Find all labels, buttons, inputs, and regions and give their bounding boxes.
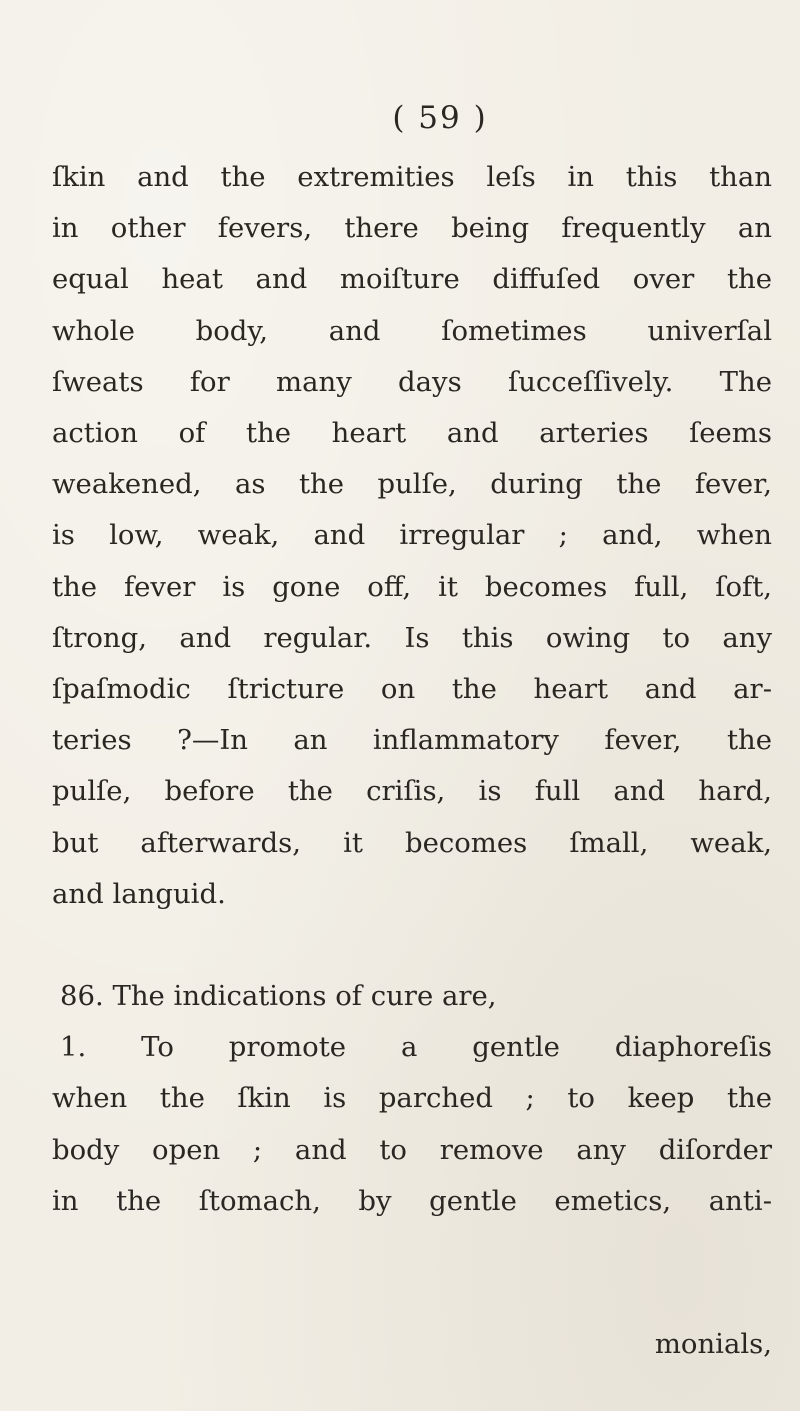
text-line: and languid. — [52, 877, 226, 910]
text-line: in other fevers, there being frequently an — [52, 212, 772, 245]
text-line: teries ?—In an inflammatory fever, the — [52, 724, 772, 757]
text-line: ſpaſmodic ſtricture on the heart and ar- — [52, 673, 772, 706]
text-line: the fever is gone off, it becomes full, ſoft, — [52, 570, 772, 603]
text-line: 1. To promote a gentle diaphoreſis — [60, 1031, 772, 1064]
text-line: is low, weak, and irregular ; and, when — [52, 519, 772, 552]
text-line: whole body, and ſometimes univerſal — [52, 314, 772, 347]
text-line: equal heat and moiſture diffuſed over the — [52, 263, 772, 296]
text-line: action of the heart and arteries ſeems — [52, 417, 772, 450]
text-line: weakened, as the pulſe, during the fever, — [52, 468, 772, 501]
text-line: ſweats for many days ſucceſſively. The — [52, 365, 772, 398]
page-number-header: ( 59 ) — [392, 100, 488, 136]
body-text — [52, 152, 772, 1227]
paragraph-gap — [52, 920, 772, 971]
text-line: but afterwards, it becomes ſmall, weak, — [52, 826, 772, 859]
text-line: body open ; and to remove any diſorder — [52, 1133, 772, 1166]
text-line: pulſe, before the criſis, is full and hard, — [52, 775, 772, 808]
text-line: ſtrong, and regular. Is this owing to any — [52, 621, 772, 654]
catchword: monials, — [654, 1328, 772, 1360]
text-line: when the ſkin is parched ; to keep the — [52, 1082, 772, 1115]
text-line: ſkin and the extremities leſs in this than — [52, 161, 772, 193]
section-heading-line: 86. The indications of cure are, — [60, 980, 497, 1013]
text-line: in the ſtomach, by gentle emetics, anti- — [52, 1184, 772, 1217]
